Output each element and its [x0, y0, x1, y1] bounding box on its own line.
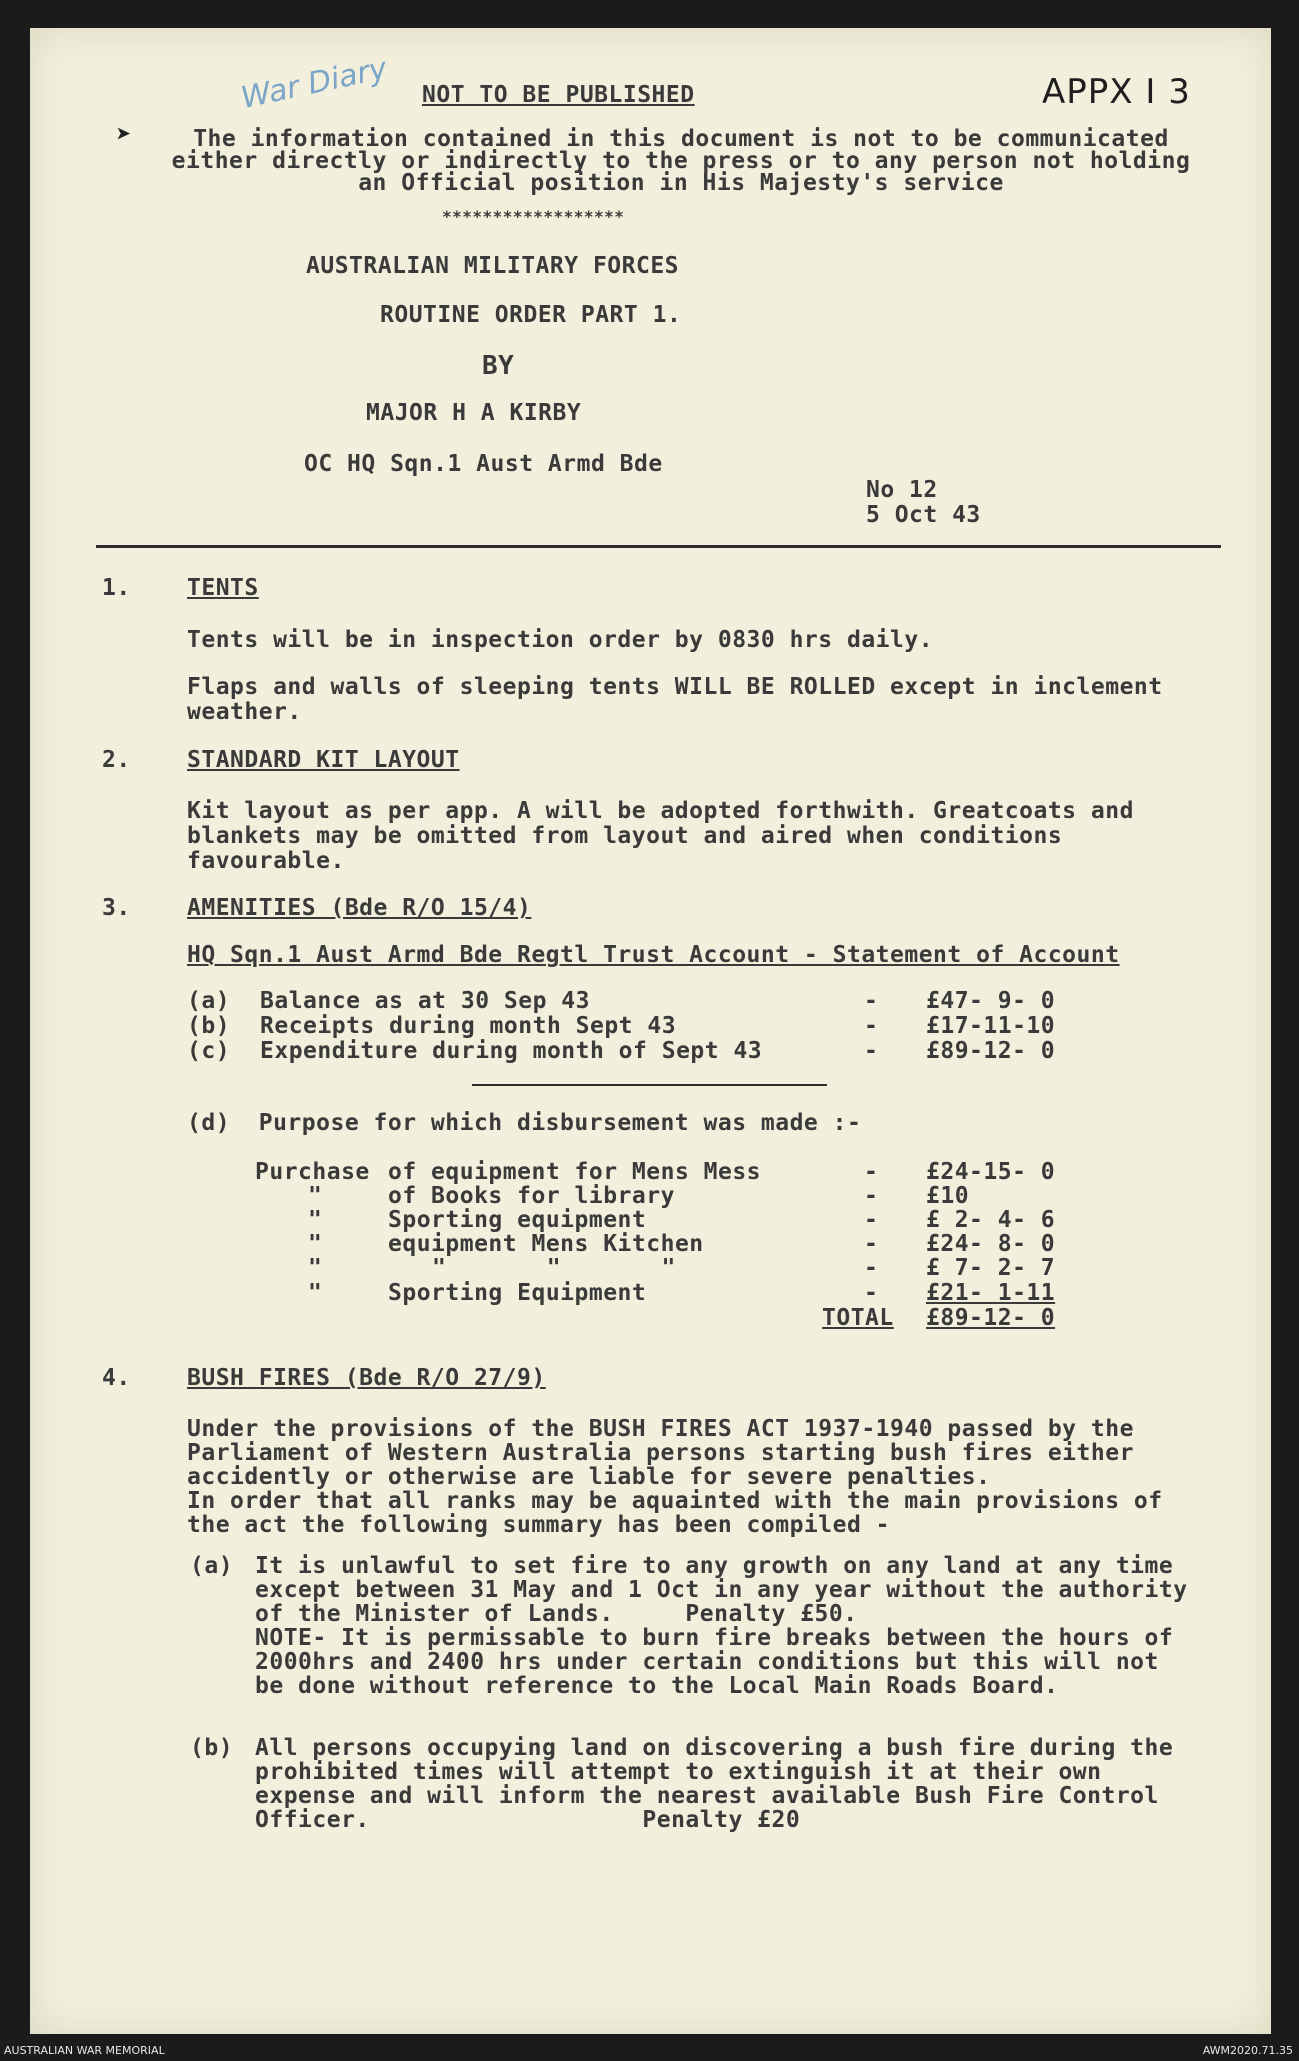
disbursement-amount: £24- 8- 0 [926, 1231, 1056, 1257]
disbursement-amount: £ 2- 4- 6 [926, 1207, 1056, 1233]
account-row-amount: £47- 9- 0 [926, 988, 1056, 1014]
account-row-dash: - [864, 988, 879, 1014]
section-number: 1. [102, 575, 131, 601]
disbursement-dash: - [864, 1207, 879, 1233]
disbursement-amount: £10 [926, 1183, 970, 1209]
disbursement-col1: Purchase [255, 1159, 370, 1185]
arrow-icon: ➤ [116, 120, 132, 150]
account-row-label: (b) [187, 1013, 231, 1039]
total-amount: £89-12- 0 [926, 1305, 1056, 1331]
section-number: 3. [102, 895, 131, 921]
account-subheading: HQ Sqn.1 Aust Armd Bde Regtl Trust Account - Statement of Account [187, 942, 1120, 968]
disbursement-amount: £ 7- 2- 7 [926, 1255, 1056, 1281]
section-number: 2. [102, 747, 131, 773]
item-text: It is unlawful to set fire to any growth on any land at any time except between 31 May and 1 Oct in any year without the authority of the Minister of Lands. Penalty £50. NOTE- It is permissable to burn fire breaks between the hours of 2000hrs and 2400 hrs under certain conditions but this will not be done without reference to the Local Main Roads Board. [255, 1553, 1188, 1699]
unit-name: OC HQ Sqn.1 Aust Armd Bde [304, 451, 663, 477]
disbursement-col1: " [308, 1207, 323, 1233]
account-row-label: (c) [187, 1038, 231, 1064]
section-number: 4. [102, 1365, 131, 1391]
account-row-dash: - [864, 1038, 879, 1064]
paragraph: Flaps and walls of sleeping tents WILL BE ROLLED except in inclement weather. [187, 674, 1163, 725]
disbursement-item: " " " [432, 1255, 676, 1281]
purpose-line: (d) Purpose for which disbursement was made :- [187, 1110, 862, 1136]
item-label: (b) [190, 1735, 234, 1761]
disbursement-dash: - [864, 1231, 879, 1257]
confidentiality-notice: The information contained in this document is not to be communicated either directly or indirectly to the press or to any person not holding an Official position in His Majesty's service [171, 126, 1191, 196]
account-row-desc: Expenditure during month of Sept 43 [260, 1038, 763, 1064]
item-text: All persons occupying land on discovering a bush fire during the prohibited times will attempt to extinguish it at their own expense and will inform the nearest available Bush Fire Control Officer. Penalty £20 [255, 1735, 1174, 1833]
document-page [30, 28, 1271, 2034]
disbursement-item: Sporting equipment [388, 1207, 647, 1233]
section-heading-bush-fires: BUSH FIRES (Bde R/O 27/9) [187, 1365, 546, 1391]
account-row-label: (a) [187, 988, 231, 1014]
stars-divider: ****************** [442, 207, 625, 226]
restriction-title: NOT TO BE PUBLISHED [422, 82, 695, 108]
paragraph: Tents will be in inspection order by 0830 hrs daily. [187, 627, 934, 653]
disbursement-dash: - [864, 1280, 879, 1306]
disbursement-item: of equipment for Mens Mess [388, 1159, 762, 1185]
by-line: BY [482, 351, 515, 381]
bush-fires-intro: Under the provisions of the BUSH FIRES ACT 1937-1940 passed by the Parliament of Western Australia persons starting bush fires either accidently or otherwise are liable for severe penalties. In order that all ranks may be aquainted with the main provisions of the act the following summary has been compiled - [187, 1416, 1163, 1538]
header-divider [96, 545, 1221, 548]
handwritten-note: War Diary [237, 50, 391, 117]
disbursement-item: equipment Mens Kitchen [388, 1231, 704, 1257]
appendix-label: APPX I 3 [1042, 72, 1191, 112]
officer-name: MAJOR H A KIRBY [366, 400, 582, 426]
order-date: 5 Oct 43 [866, 502, 981, 528]
disbursement-dash: - [864, 1255, 879, 1281]
footer-source: AUSTRALIAN WAR MEMORIAL [4, 2044, 165, 2057]
disbursement-col1: " [308, 1183, 323, 1209]
disbursement-col1: " [308, 1255, 323, 1281]
account-divider [472, 1084, 827, 1086]
disbursement-item: Sporting Equipment [388, 1280, 647, 1306]
disbursement-col1: " [308, 1231, 323, 1257]
account-row-amount: £89-12- 0 [926, 1038, 1056, 1064]
item-label: (a) [190, 1553, 234, 1579]
disbursement-item: of Books for library [388, 1183, 675, 1209]
total-label: TOTAL [822, 1305, 894, 1331]
account-row-desc: Balance as at 30 Sep 43 [260, 988, 590, 1014]
order-number: No 12 [866, 477, 938, 503]
section-heading-tents: TENTS [187, 575, 259, 601]
account-row-amount: £17-11-10 [926, 1013, 1056, 1039]
disbursement-col1: " [308, 1280, 323, 1306]
order-title: ROUTINE ORDER PART 1. [380, 302, 682, 328]
footer-reference: AWM2020.71.35 [1202, 2044, 1293, 2057]
disbursement-amount: £24-15- 0 [926, 1159, 1056, 1185]
section-heading-amenities: AMENITIES (Bde R/O 15/4) [187, 895, 532, 921]
account-row-dash: - [864, 1013, 879, 1039]
account-row-desc: Receipts during month Sept 43 [260, 1013, 677, 1039]
paragraph: Kit layout as per app. A will be adopted forthwith. Greatcoats and blankets may be omitted from layout and aired when conditions favourable. [187, 798, 1134, 874]
disbursement-dash: - [864, 1159, 879, 1185]
section-heading-kit-layout: STANDARD KIT LAYOUT [187, 747, 460, 773]
organisation: AUSTRALIAN MILITARY FORCES [306, 253, 680, 279]
disbursement-dash: - [864, 1183, 879, 1209]
disbursement-amount: £21- 1-11 [926, 1280, 1056, 1306]
